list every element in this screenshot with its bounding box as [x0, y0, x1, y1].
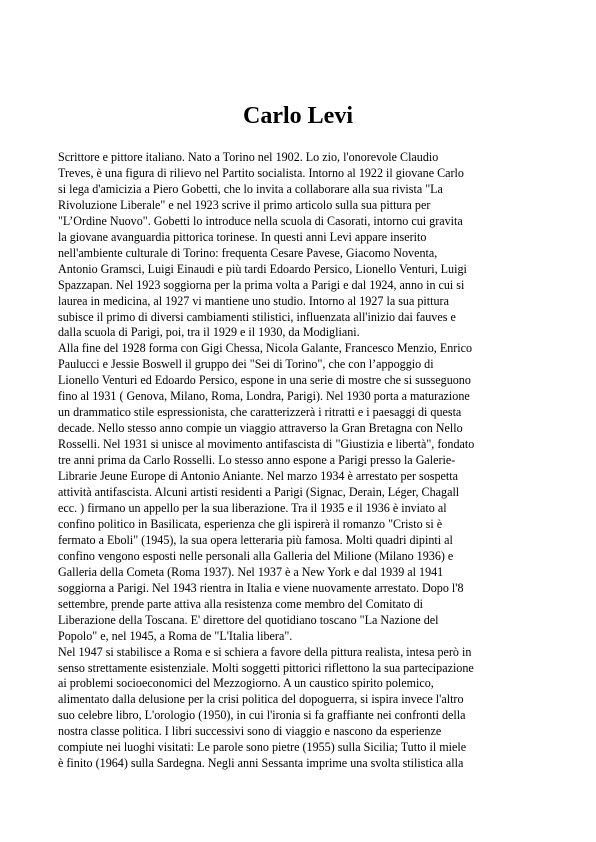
body-text-line: Nel 1947 si stabilisce a Roma e si schiera a favore della pittura realista, intesa però in: [58, 644, 472, 659]
body-text-line: ecc. ) firmano un appello per la sua liberazione. Tra il 1935 e il 1936 è inviato al: [58, 500, 447, 515]
body-text-line: Rivoluzione Liberale" e nel 1923 scrive il primo articolo sulla sua pittura per: [58, 197, 431, 212]
body-text-line: attività antifascista. Alcuni artisti residenti a Parigi (Signac, Derain, Léger, Chagall: [58, 485, 460, 500]
body-text-line: nell'ambiente culturale di Torino: frequenta Cesare Pavese, Giacomo Noventa,: [58, 245, 438, 260]
document-title: Carlo Levi: [243, 103, 353, 129]
body-text-line: Treves, è una figura di rilievo nel Partito socialista. Intorno al 1922 il giovane Carlo: [58, 165, 464, 180]
body-text-line: confino politico in Basilicata, esperienza che gli ispirerà il romanzo "Cristo si è: [58, 516, 443, 531]
body-text-line: Rosselli. Nel 1931 si unisce al movimento antifascista di "Giustizia e libertà", fondato: [58, 437, 475, 452]
body-text-line: suo celebre libro, L'orologio (1950), in cui l'ironia si fa graffiante nei confronti della: [58, 708, 466, 723]
body-text-line: decade. Nello stesso anno compie un viaggio attraverso la Gran Bretagna con Nello: [58, 421, 463, 436]
body-text-line: nostra classe politica. I libri successivi sono di viaggio e nascono da esperienze: [58, 724, 442, 739]
body-text-line: confino vengono esposti nelle personali alla Galleria del Milione (Milano 1936) e: [58, 548, 454, 563]
body-text-line: Librarie Jeune Europe di Antonio Aniante. Nel marzo 1934 è arrestato per sospetta: [58, 469, 458, 484]
body-text-line: settembre, prende parte attiva alla resistenza come membro del Comitato di: [58, 596, 424, 611]
body-text-line: Paulucci e Jessie Boswell il gruppo dei "Sei di Torino", che con l’appoggio di: [58, 357, 434, 372]
body-text-line: compiute nei luoghi visitati: Le parole sono pietre (1955) sulla Sicilia; Tutto il miele: [58, 740, 467, 755]
body-text-line: laurea in medicina, al 1927 vi mantiene uno studio. Intorno al 1927 la sua pittura: [58, 293, 449, 308]
body-text-line: fermato a Eboli" (1945), la sua opera letteraria più famosa. Molti quadri dipinti al: [58, 532, 453, 547]
body-text-line: Antonio Gramsci, Luigi Einaudi e più tardi Edoardo Persico, Lionello Venturi, Luigi: [58, 261, 467, 276]
body-text-line: dalla scuola di Parigi, poi, tra il 1929 e il 1930, da Modigliani.: [58, 325, 360, 340]
body-text-line: fino al 1931 ( Genova, Milano, Roma, Londra, Parigi). Nel 1930 porta a maturazione: [58, 389, 470, 404]
document-body: [58, 150, 548, 772]
body-text-line: Liberazione della Toscana. E' direttore del quotidiano toscano "La Nazione del: [58, 612, 439, 627]
body-text-line: un drammatico stile espressionista, che caratterizzerà i ritratti e i paesaggi di questa: [58, 405, 462, 420]
body-text-line: Alla fine del 1928 forma con Gigi Chessa, Nicola Galante, Francesco Menzio, Enrico: [58, 341, 473, 356]
body-text-line: Spazzapan. Nel 1923 soggiorna per la prima volta a Parigi e dal 1924, anno in cui si: [58, 277, 465, 292]
body-text-line: Galleria della Cometa (Roma 1937). Nel 1937 è a New York e dal 1939 al 1941: [58, 564, 444, 579]
body-text-line: la giovane avanguardia pittorica torinese. In questi anni Levi appare inserito: [58, 229, 427, 244]
body-text-line: Lionello Venturi ed Edoardo Persico, espone in una serie di mostre che si susseguono: [58, 373, 471, 388]
body-text-line: è finito (1964) sulla Sardegna. Negli anni Sessanta imprime una svolta stilistica alla: [58, 756, 464, 771]
body-text-line: si lega d'amicizia a Piero Gobetti, che lo invita a collaborare alla sua rivista "La: [58, 181, 443, 196]
body-text-line: tre anni prima da Carlo Rosselli. Lo stesso anno espone a Parigi presso la Galerie-: [58, 453, 456, 468]
body-text-line: "L’Ordine Nuovo". Gobetti lo introduce nella scuola di Casorati, intorno cui gravita: [58, 213, 463, 228]
body-text-line: Popolo" e, nel 1945, a Roma de "L'Italia libera".: [58, 628, 293, 643]
body-text-line: Scrittore e pittore italiano. Nato a Torino nel 1902. Lo zio, l'onorevole Claudio: [58, 150, 439, 164]
body-text-line: alimentato dalla delusione per la crisi politica del dopoguerra, si ispira invece l'altro: [58, 692, 464, 707]
body-text-line: ai problemi socioeconomici del Mezzogiorno. A un caustico spirito polemico,: [58, 676, 434, 691]
body-text-line: senso strettamente esistenziale. Molti soggetti pittorici riflettono la sua partecipazione: [58, 660, 474, 675]
body-text-line: soggiorna a Parigi. Nel 1943 rientra in Italia e viene nuovamente arrestato. Dopo l'8: [58, 580, 464, 595]
body-text-line: subisce il primo di diversi cambiamenti stilistici, influenzata all'inizio dai fauves e: [58, 309, 456, 324]
